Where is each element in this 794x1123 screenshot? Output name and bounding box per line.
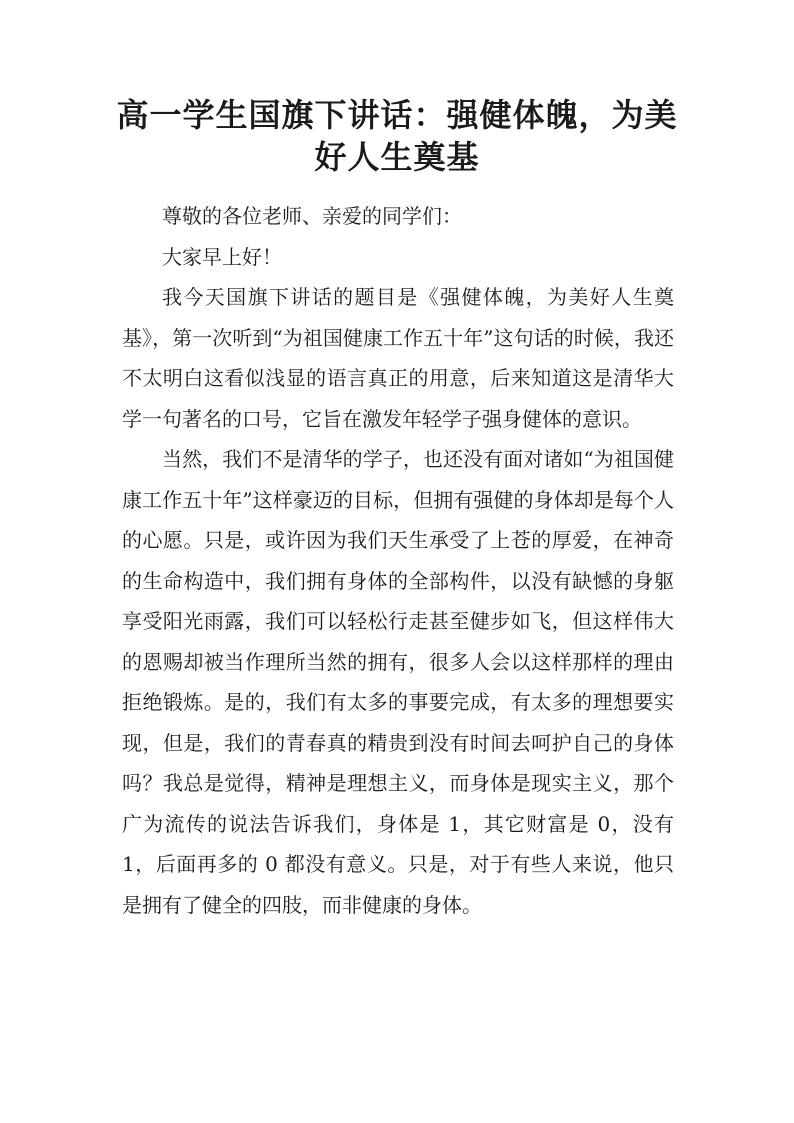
greeting-paragraph: 大家早上好！ [162,244,282,269]
body-paragraph: 我今天国旗下讲话的题目是《强健体魄，为美好人生奠基》，第一次听到“为祖国健康工作五十年”这句话的时候，我还不太明白这看似浅显的语言真正的用意，后来知道这是清华大学一句著名的口号，它旨在激发年轻学子强身健体的意识。 [122,285,674,431]
salutation-paragraph: 尊敬的各位老师、亲爱的同学们： [162,204,462,228]
body-paragraph: 当然，我们不是清华的学子，也还没有面对诸如“为祖国健康工作五十年”这样豪迈的目标，但拥有强健的身体却是每个人的心愿。只是，或许因为我们天生承受了上苍的厚爱，在神奇的生命构造中，我们拥有身体的全部构件，以没有缺憾的身躯享受阳光雨露，我们可以轻松行走甚至健步如飞，但这样伟大的恩赐却被当作理所当然的拥有，很多人会以这样那样的理由拒绝锻炼。是的，我们有太多的事要完成，有太多的理想要实现，但是，我们的青春真的精贵到没有时间去呵护自己的身体吗？我总是觉得，精神是理想主义，而身体是现实主义，那个广为流传的说法告诉我们，身体是 1，其它财富是 0，没有 1，后面再多的 0 都没有意义。只是，对于有些人来说，他只是拥有了健全的四肢，而非健康的身体。 [122,447,674,917]
document-body [122,196,674,925]
document-title: 高一学生国旗下讲话：强健体魄，为美好人生奠基 [116,96,678,176]
